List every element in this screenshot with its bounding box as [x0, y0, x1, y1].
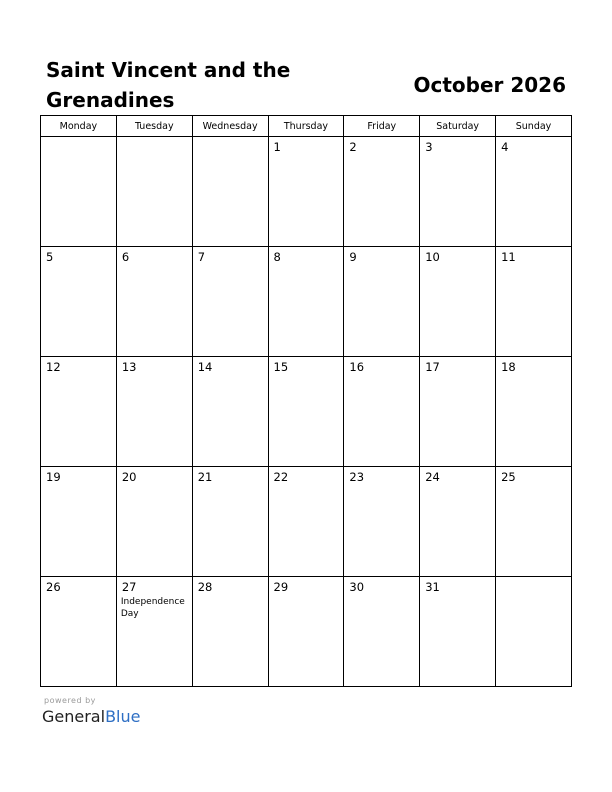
- day-cell: [344, 467, 420, 577]
- day-cell: [420, 137, 496, 247]
- weekday-tuesday: Tuesday: [116, 116, 192, 137]
- day-cell: [41, 247, 117, 357]
- day-cell: [496, 247, 572, 357]
- day-number: 24: [425, 470, 440, 484]
- day-cell: [116, 357, 192, 467]
- day-cell: [268, 577, 344, 687]
- day-cell: [41, 357, 117, 467]
- holiday-label: Independence Day: [120, 597, 185, 619]
- day-cell: [420, 467, 496, 577]
- week-row: [41, 137, 572, 247]
- day-number: 9: [349, 250, 357, 264]
- generalblue-logo[interactable]: [42, 707, 140, 726]
- day-number: 6: [121, 250, 130, 264]
- day-number: 8: [273, 250, 281, 264]
- day-cell: [268, 357, 344, 467]
- weekday-wednesday: Wednesday: [192, 116, 268, 137]
- day-number: [193, 137, 268, 140]
- weekday-friday: Friday: [344, 116, 420, 137]
- day-number: 11: [501, 250, 516, 264]
- week-row: [41, 467, 572, 577]
- day-number: 26: [46, 580, 61, 594]
- day-number: 23: [349, 470, 365, 484]
- day-cell: [420, 247, 496, 357]
- day-cell: [344, 137, 420, 247]
- day-number: 18: [501, 360, 516, 374]
- weekday-monday: Monday: [41, 116, 117, 137]
- weekday-thursday: Thursday: [268, 116, 344, 137]
- day-cell: [496, 467, 572, 577]
- day-number: 2: [349, 140, 357, 154]
- day-number: 1: [273, 140, 281, 154]
- weekday-sunday: Sunday: [496, 116, 572, 137]
- day-number: 20: [121, 470, 137, 484]
- day-cell: [344, 357, 420, 467]
- day-number: 12: [46, 360, 61, 374]
- day-number: 5: [46, 250, 54, 264]
- day-cell: [496, 357, 572, 467]
- day-number: 25: [501, 470, 516, 484]
- day-cell: [268, 467, 344, 577]
- day-number: 31: [425, 580, 440, 594]
- day-cell: [192, 137, 268, 247]
- brand-blue-text: Blue: [105, 707, 141, 726]
- day-number: 14: [197, 360, 213, 374]
- day-number: 27: [121, 580, 137, 594]
- day-number: 22: [273, 470, 289, 484]
- day-cell: [192, 577, 268, 687]
- day-cell: [420, 357, 496, 467]
- day-number: 17: [425, 360, 440, 374]
- day-cell: [41, 467, 117, 577]
- day-cell: [344, 247, 420, 357]
- day-cell: [420, 577, 496, 687]
- day-number: 10: [425, 250, 440, 264]
- calendar-month-title: October 2026: [413, 73, 566, 97]
- day-number: 3: [425, 140, 433, 154]
- calendar-country-title: Saint Vincent and the Grenadines: [46, 58, 291, 112]
- day-cell: [116, 137, 192, 247]
- weekday-header-row: [41, 116, 572, 137]
- brand-general-text: General: [42, 707, 106, 726]
- day-number: 7: [197, 250, 206, 264]
- powered-by-label: powered by: [44, 696, 96, 705]
- day-cell: [192, 467, 268, 577]
- day-cell: [116, 247, 192, 357]
- day-number: 21: [197, 470, 213, 484]
- day-number: 16: [349, 360, 365, 374]
- day-cell: [41, 137, 117, 247]
- day-cell: [41, 577, 117, 687]
- day-number: 4: [501, 140, 509, 154]
- day-cell: [116, 467, 192, 577]
- day-number: 15: [273, 360, 289, 374]
- week-row: [41, 357, 572, 467]
- calendar-grid: [40, 115, 572, 687]
- day-number: [41, 137, 116, 140]
- day-cell: [344, 577, 420, 687]
- footer: [42, 696, 140, 726]
- day-cell: [268, 137, 344, 247]
- day-number: 13: [121, 360, 137, 374]
- day-number: [117, 137, 192, 140]
- day-number: 28: [197, 580, 213, 594]
- day-cell: [192, 357, 268, 467]
- day-number: 29: [273, 580, 289, 594]
- week-row: [41, 247, 572, 357]
- week-row: [41, 577, 572, 687]
- day-number: [496, 577, 571, 580]
- day-number: 30: [349, 580, 365, 594]
- day-cell: [496, 137, 572, 247]
- day-cell: [192, 247, 268, 357]
- day-number: 19: [46, 470, 61, 484]
- day-cell: [116, 577, 192, 687]
- day-cell: [268, 247, 344, 357]
- day-cell: [496, 577, 572, 687]
- weekday-saturday: Saturday: [420, 116, 496, 137]
